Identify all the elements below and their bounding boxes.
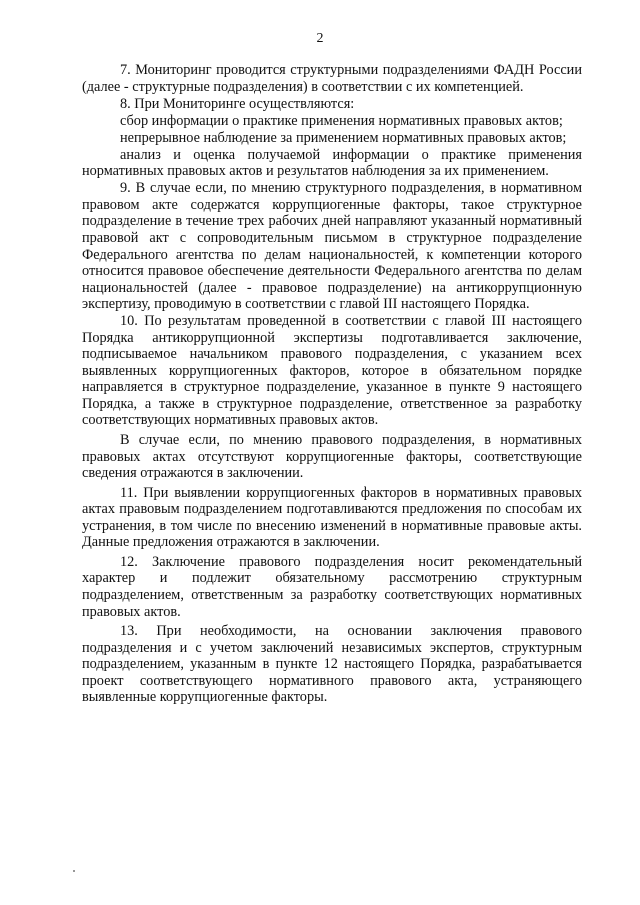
paragraph-8: 8. При Мониторинге осуществляются:: [120, 95, 355, 112]
paragraph-11: 11. При выявлении коррупциогенных факторов в нормативных правовых актах правовым подразделением подготавливаются предложения по способам их устранения, в том числе по внесению изменений в нормативные правовые акты. Данные предложения отражаются в заключении.: [82, 484, 582, 551]
paragraph-12: 12. Заключение правового подразделения носит рекомендательный характер и подлежит обязательному рассмотрению структурным подразделением, ответственным за разработку соответствующих нормативных правовых актов.: [82, 553, 582, 620]
paragraph-8-item-observation: непрерывное наблюдение за применением нормативных правовых актов;: [120, 129, 567, 146]
paragraph-10-continued: В случае если, по мнению правового подразделения, в нормативных правовых актах отсутствуют коррупциогенные факторы, соответствующие сведения отражаются в заключении.: [82, 432, 582, 482]
page-number: 2: [316, 31, 324, 46]
document-body: [82, 62, 582, 706]
paragraph-9: 9. В случае если, по мнению структурного подразделения, в нормативном правовом акте содержатся коррупциогенные факторы, такое структурное подразделение в течение трех рабочих дней направляют указанный нормативный правовой акт с сопроводительным письмом в структурное подразделение Федерального агентства по делам национальностей, к компетенции которого относится правовое обеспечение деятельности Федерального агентства по делам национальностей (далее - правовое подразделение) на антикоррупционную экспертизу, проводимую в соответствии с главой III настоящего Порядка.: [82, 180, 582, 313]
paragraph-8-item-analysis: анализ и оценка получаемой информации о практике применения нормативных правовых актов и результатов наблюдения за их применением.: [82, 146, 582, 180]
paragraph-7: 7. Мониторинг проводится структурными подразделениями ФАДН России (далее - структурные подразделения) в соответствии с их компетенцией.: [82, 62, 582, 95]
paragraph-8-item-collection: сбор информации о практике применения нормативных правовых актов;: [120, 112, 563, 129]
scan-dust-mark: [73, 870, 75, 872]
paragraph-10: 10. По результатам проведенной в соответствии с главой III настоящего Порядка антикоррупционной экспертизы подготавливается заключение, подписываемое начальником правового подразделения, с указанием всех выявленных коррупциогенных факторов, которое в обязательном порядке направляется в структурное подразделение, указанное в пункте 9 настоящего Порядка, а также в структурное подразделение, ответственное за разработку соответствующих нормативных правовых актов.: [82, 313, 582, 429]
paragraph-13: 13. При необходимости, на основании заключения правового подразделения и с учетом заключений независимых экспертов, структурным подразделением, указанным в пункте 12 настоящего Порядка, разрабатывается проект соответствующего нормативного правового акта, устраняющего выявленные коррупциогенные факторы.: [82, 623, 582, 706]
